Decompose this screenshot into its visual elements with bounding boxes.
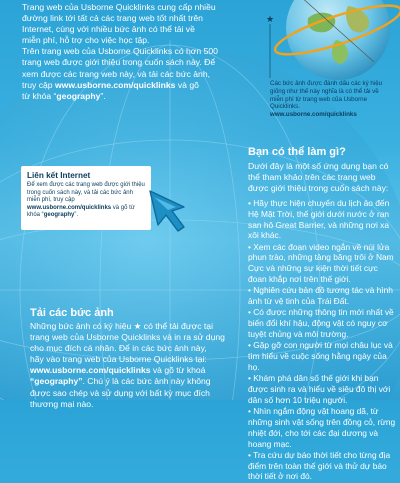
list-item: • Khám phá dân số thế giới khi bạn được sinh ra và hiểu về siêu đô thị với dân số hơn 10 triệu người. <box>248 373 391 405</box>
intro-line-keyword: từ khóa “geography”. <box>22 90 106 101</box>
intro-line-url: truy cập www.usborne.com/quicklinks và gõ <box>22 79 199 90</box>
list-item: • Nhìn ngắm động vật hoang dã, từ những sinh vật sống trên đồng cỏ, rừng nhiệt đới, cho tới các đại dương và hoang mạc. <box>248 406 396 449</box>
keyword-geography: geography <box>56 90 101 101</box>
download-pictures-body: Những bức ảnh có ký hiệu ★ có thể tải được tại trang web của Usborne Quicklinks và in ra sử dụng cho mục đích cá nhân. Để in các bức ảnh này, hãy vào trang web của Usborne Quicklinks tại: www.usborne.com/quicklinks và gõ từ khoá “geography”. Chú ý là các bức ảnh này không được sao chép và sử dụng với bất kỳ mục đích thương mại nào. <box>30 321 225 409</box>
list-item: • Gặp gỡ con người từ mọi châu lục và tìm hiểu về cuộc sống hằng ngày của họ. <box>248 340 393 372</box>
links-box-url[interactable]: www.usborne.com/quicklinks <box>27 204 112 211</box>
pictures-keyword: “geography” <box>30 376 83 387</box>
download-pictures-heading: Tải các bức ảnh <box>30 307 114 319</box>
globe-icon <box>256 0 400 82</box>
what-can-you-do-heading: Bạn có thể làm gì? <box>248 146 346 158</box>
star-icon: ★ <box>266 15 275 25</box>
list-item: • Hãy thực hiện chuyến du lịch ảo đến Hệ Mặt Trời, thế giới dưới nước ở rạn san hô Great Barrier, và những nơi xa xôi khác. <box>248 198 390 241</box>
what-can-you-do-intro: Dưới đây là một số ứng dụng bạn có thể tham khảo trên các trang web được giới thiệu trong cuốn sách này: <box>248 161 389 194</box>
intro-line: miễn phí, hỗ trợ cho việc học tập. <box>22 35 150 46</box>
pictures-url[interactable]: www.usborne.com/quicklinks <box>30 365 151 376</box>
intro-line: Trên trang web của Usborne Quicklinks có hơn 500 <box>22 46 218 57</box>
quicklinks-url[interactable]: www.usborne.com/quicklinks <box>54 79 176 90</box>
globe-caption: Các bức ảnh được đánh dấu các ký hiệu giống như thế này nghĩa là có thể tải về miễn phí từ trang web của Usborne Quicklinks. www.usborne.com/quicklinks <box>270 80 383 119</box>
list-item: • Tra cứu dự báo thời tiết cho từng địa điểm trên toàn thế giới và thử dự báo thời tiết ở nơi đó. <box>248 449 391 482</box>
intro-text <box>22 2 230 102</box>
list-item: • Xem các đoạn video ngắn về núi lửa phun trào, những tảng băng trôi ở Nam Cực và những sự kiện thời tiết cực đoan khắp nơi trên thế giới. <box>248 241 394 285</box>
internet-links-box <box>21 166 151 230</box>
list-item: • Có được những thông tin mới nhất về biến đổi khí hậu, động vật có nguy cơ tuyệt chủng và môi trường. <box>248 307 394 340</box>
internet-links-body: Để xem được các trang web được giới thiệu trong cuốn sách này, và tải các bức ảnh miễn phí, truy cập www.usborne.com/quicklinks và gõ từ khóa “geography”. <box>27 182 145 219</box>
intro-line: Internet, cùng với nhiều bức ảnh có thể tải về <box>22 24 195 35</box>
links-box-keyword: geography <box>43 212 75 219</box>
activities-list <box>248 198 398 483</box>
caption-url[interactable]: www.usborne.com/quicklinks <box>270 111 357 119</box>
list-item: • Nghiên cứu bản đồ tương tác và hình ảnh từ vệ tinh của Trái Đất. <box>248 285 393 307</box>
intro-line: xem được các trang web này, và tải các bức ảnh, <box>22 68 210 79</box>
internet-links-title: Liên kết Internet <box>27 171 91 180</box>
intro-line: đường link tới tất cả các trang web tốt nhất trên <box>22 13 203 24</box>
cursor-arrow-icon <box>140 185 196 235</box>
intro-line: trang web được giới thiệu trong cuốn sách này. Để <box>22 57 216 68</box>
intro-line: Trang web của Usborne Quicklinks cung cấp nhiều <box>22 2 216 12</box>
